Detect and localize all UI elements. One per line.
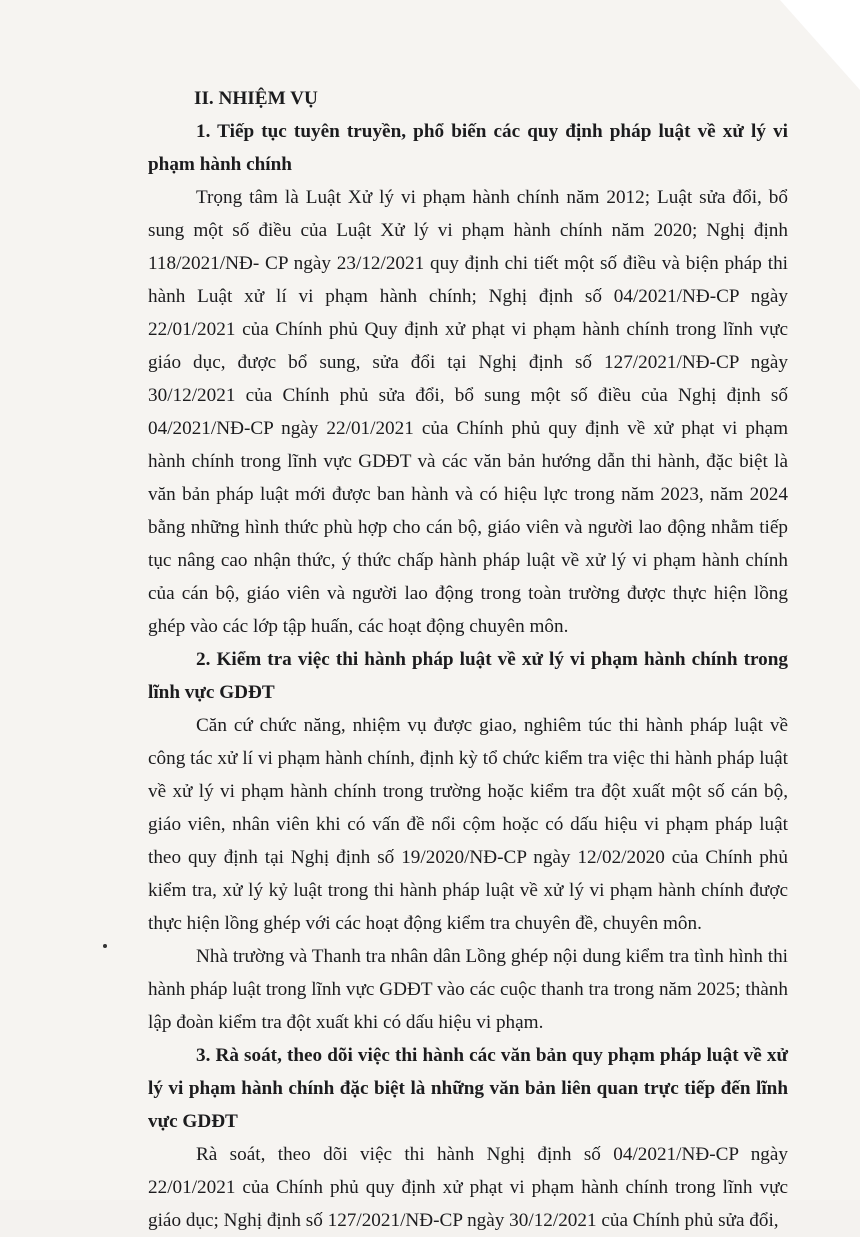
paragraph-1: Trọng tâm là Luật Xử lý vi phạm hành chính năm 2012; Luật sửa đổi, bổ sung một số điều của Luật Xử lý vi phạm hành chính năm 2020; Nghị định 118/2021/NĐ- CP ngày 23/12/2021 quy định chi tiết một số điều và biện pháp thi hành Luật xử lí vi phạm hành chính; Nghị định số 04/2021/NĐ-CP ngày 22/01/2021 của Chính phủ Quy định xử phạt vi phạm hành chính trong lĩnh vực giáo dục, được bổ sung, sửa đổi tại Nghị định số 127/2021/NĐ-CP ngày 30/12/2021 của Chính phủ sửa đổi, bổ sung một số điều của Nghị định số 04/2021/NĐ-CP ngày 22/01/2021 của Chính phủ quy định về xử phạt vi phạm hành chính trong lĩnh vực GDĐT và các văn bản hướng dẫn thi hành, đặc biệt là văn bản pháp luật mới được ban hành và có hiệu lực trong năm 2023, năm 2024 bằng những hình thức phù hợp cho cán bộ, giáo viên và người lao động nhằm tiếp tục nâng cao nhận thức, ý thức chấp hành pháp luật về xử lý vi phạm hành chính của cán bộ, giáo viên và người lao động trong toàn trường được thực hiện lồng ghép vào các lớp tập huấn, các hoạt động chuyên môn. bbox=[148, 187, 788, 637]
section-title: II. NHIỆM VỤ bbox=[194, 88, 318, 109]
heading-3: 3. Rà soát, theo dõi việc thi hành các văn bản quy phạm pháp luật về xử lý vi phạm hành chính đặc biệt là những văn bản liên quan trực tiếp đến lĩnh vực GDĐT bbox=[148, 1045, 788, 1132]
heading-1: 1. Tiếp tục tuyên truyền, phổ biến các quy định pháp luật về xử lý vi phạm hành chính bbox=[148, 121, 788, 175]
scan-speck bbox=[103, 944, 107, 948]
document-body bbox=[148, 82, 788, 1237]
paragraph-2: Căn cứ chức năng, nhiệm vụ được giao, nghiêm túc thi hành pháp luật về công tác xử lí vi phạm hành chính, định kỳ tổ chức kiểm tra việc thi hành pháp luật về xử lý vi phạm hành chính trong trường hoặc kiểm tra đột xuất một số cán bộ, giáo viên, nhân viên khi có vấn đề nổi cộm hoặc có dấu hiệu vi phạm pháp luật theo quy định tại Nghị định số 19/2020/NĐ-CP ngày 12/02/2020 của Chính phủ kiểm tra, xử lý kỷ luật trong thi hành pháp luật về xử lý vi phạm hành chính được thực hiện lồng ghép với các hoạt động kiểm tra chuyên đề, chuyên môn. bbox=[148, 715, 788, 934]
paragraph-4: Rà soát, theo dõi việc thi hành Nghị định số 04/2021/NĐ-CP ngày 22/01/2021 của Chính phủ quy định xử phạt vi phạm hành chính trong lĩnh vực giáo dục; Nghị định số 127/2021/NĐ-CP ngày 30/12/2021 của Chính phủ sửa đổi, bbox=[148, 1144, 788, 1231]
paragraph-3: Nhà trường và Thanh tra nhân dân Lồng ghép nội dung kiểm tra tình hình thi hành pháp luật trong lĩnh vực GDĐT vào các cuộc thanh tra trong năm 2025; thành lập đoàn kiểm tra đột xuất khi có dấu hiệu vi phạm. bbox=[148, 946, 788, 1033]
heading-2: 2. Kiểm tra việc thi hành pháp luật về xử lý vi phạm hành chính trong lĩnh vực GDĐT bbox=[148, 649, 788, 703]
folded-corner bbox=[780, 0, 860, 90]
